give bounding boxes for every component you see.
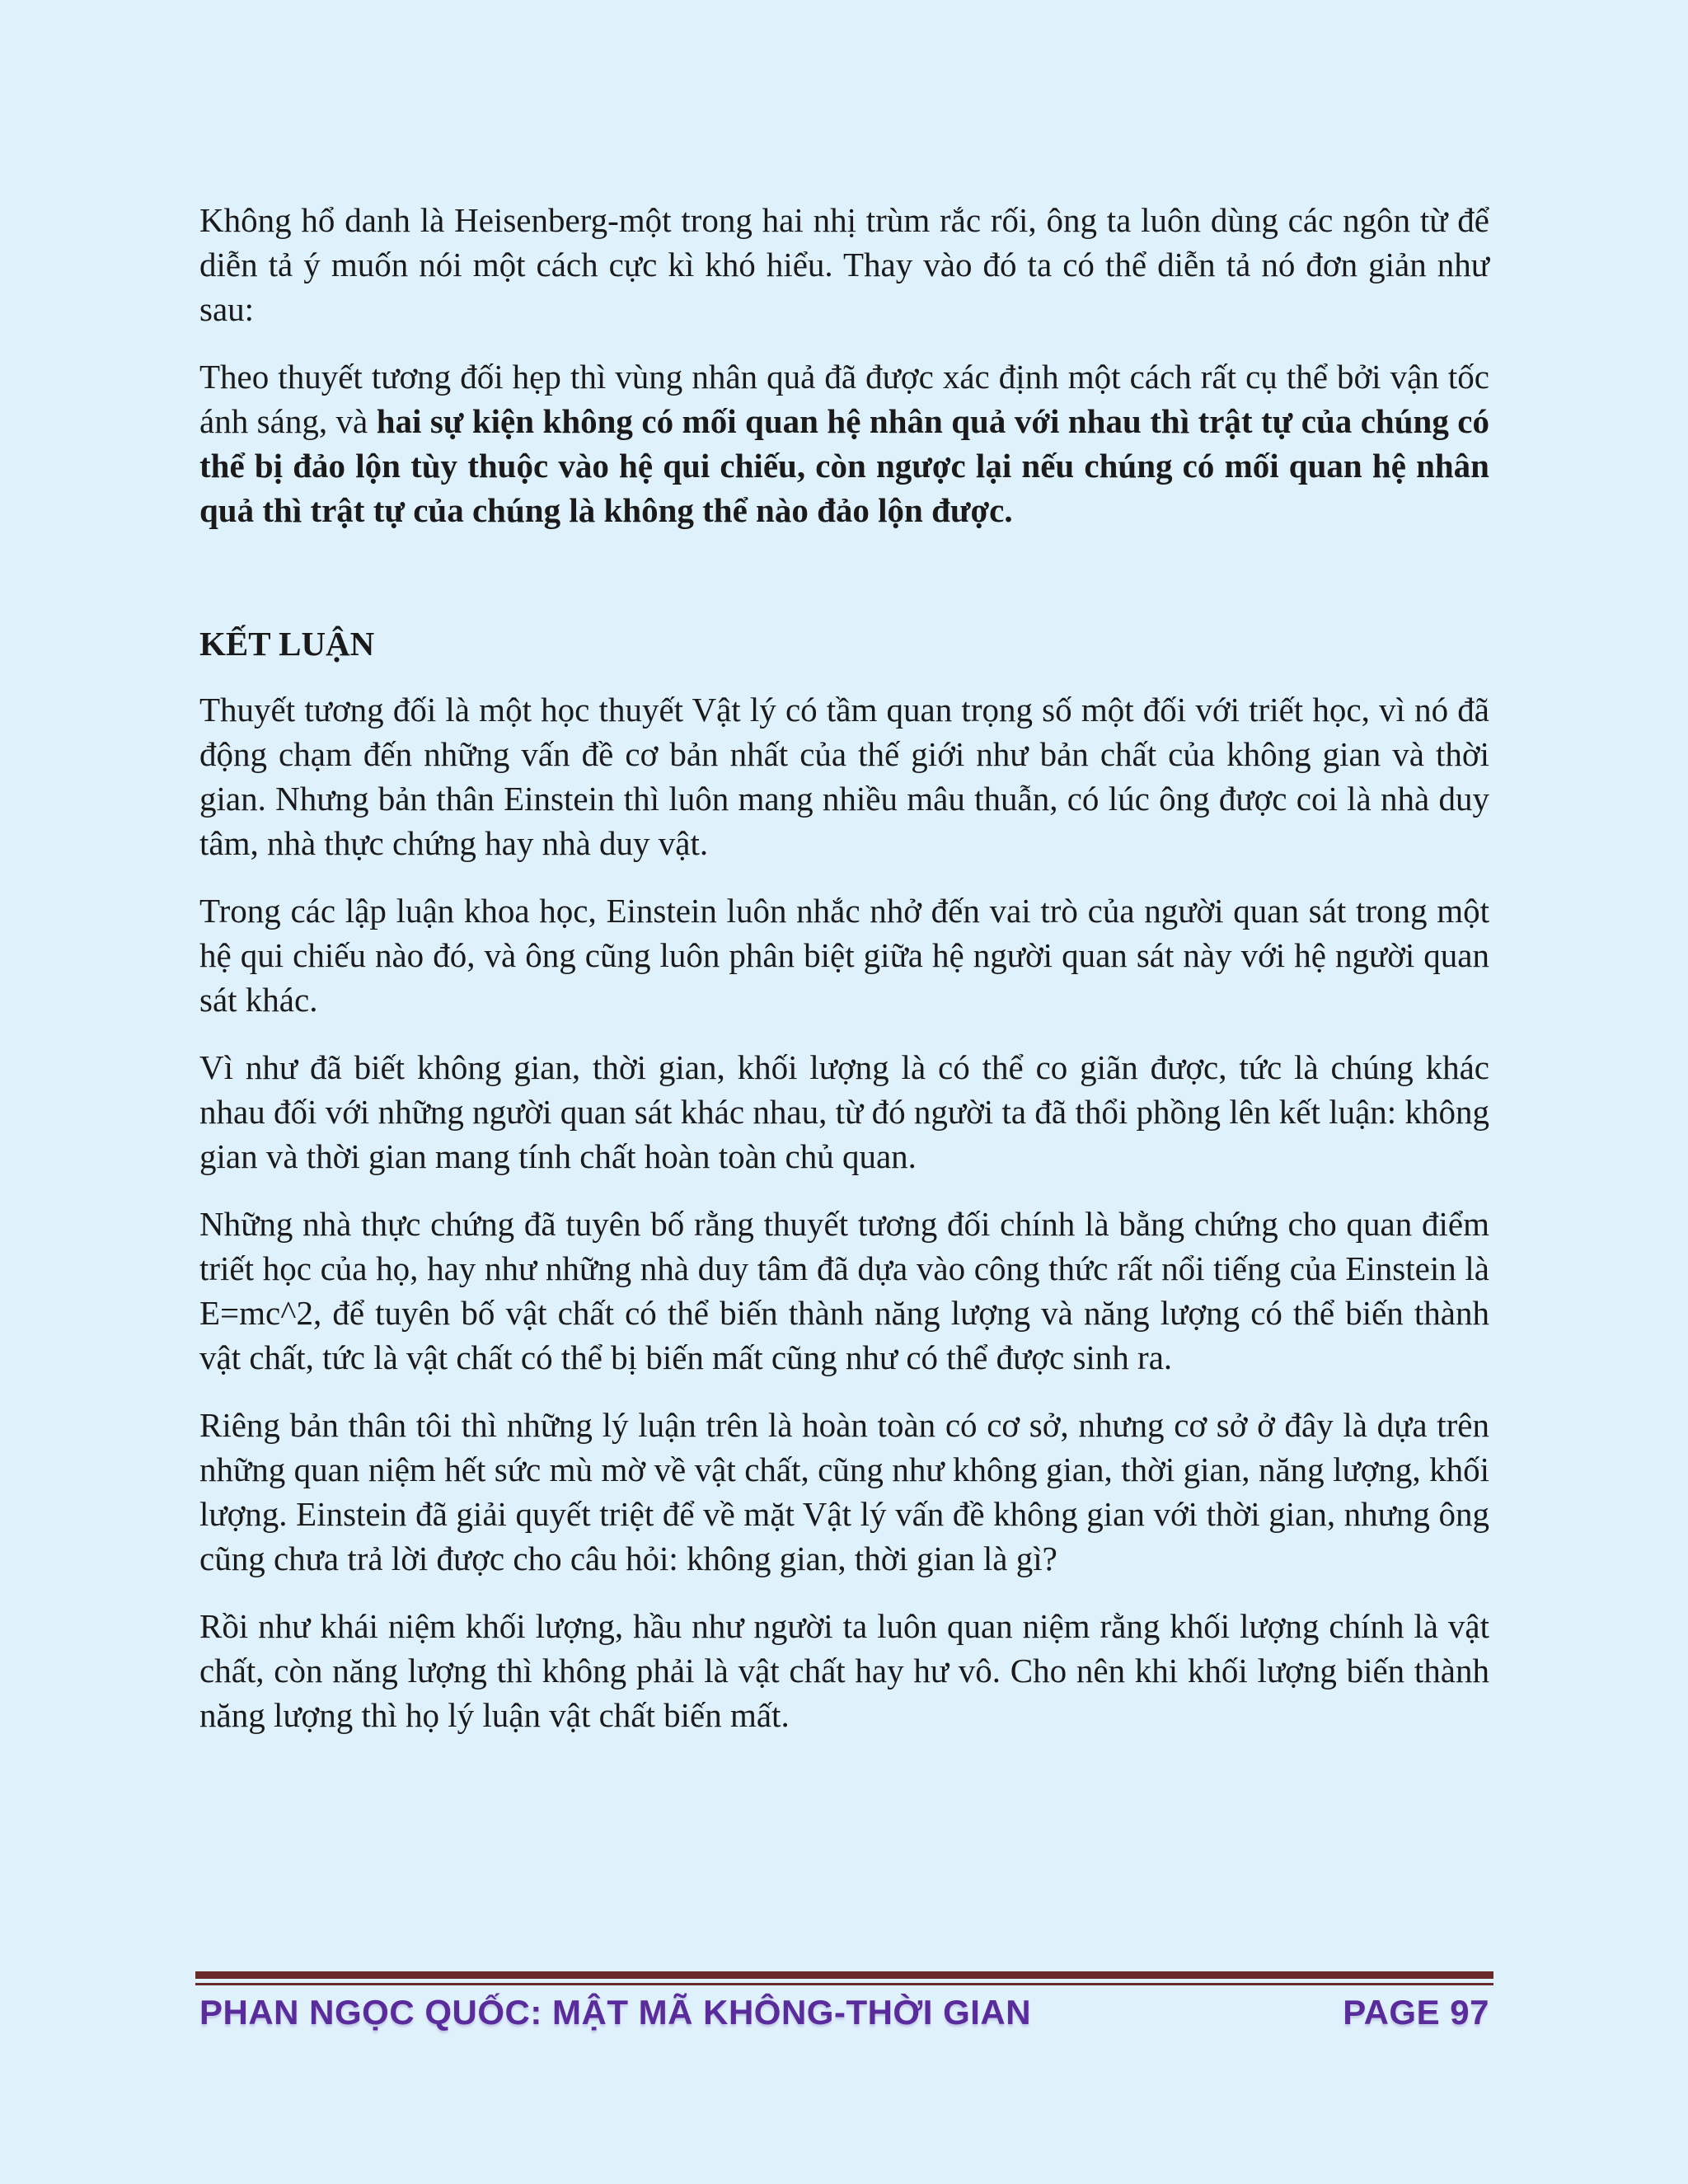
section-heading: KẾT LUẬN bbox=[199, 625, 375, 663]
paragraph-heisenberg: Không hổ danh là Heisenberg-một trong hai nhị trùm rắc rối, ông ta luôn dùng các ngôn từ để diễn tả ý muốn nói một cách cực kì khó hiểu. Thay vào đó ta có thể diễn tả nó đơn giản như sau: bbox=[199, 201, 1489, 328]
page-footer bbox=[199, 1988, 1489, 2037]
paragraph-causality bbox=[199, 354, 1489, 532]
paragraph-relativity-philosophy: Thuyết tương đối là một học thuyết Vật lý có tầm quan trọng số một đối với triết học, vì nó đã động chạm đến những vấn đề cơ bản nhất của thế giới như bản chất của không gian và thời gian. Nhưng bản thân Einstein thì luôn mang nhiều mâu thuẫn, có lúc ông được coi là nhà duy tâm, nhà thực chứng hay nhà duy vật. bbox=[199, 691, 1489, 862]
paragraph-positivists: Những nhà thực chứng đã tuyên bố rằng thuyết tương đối chính là bằng chứng cho quan điểm triết học của họ, hay như những nhà duy tâm đã dựa vào công thức rất nổi tiếng của Einstein là E=mc^2, để tuyên bố vật chất có thể biến thành năng lượng và năng lượng có thể biến thành vật chất, tức là vật chất có thể bị biến mất cũng như có thể được sinh ra. bbox=[199, 1205, 1489, 1376]
paragraph-subjective: Vì như đã biết không gian, thời gian, khối lượng là có thể co giãn được, tức là chúng khác nhau đối với những người quan sát khác nhau, từ đó người ta đã thổi phồng lên kết luận: không gian và thời gian mang tính chất hoàn toàn chủ quan. bbox=[199, 1048, 1489, 1175]
footer-page-number: PAGE 97 bbox=[1343, 1993, 1489, 2032]
paragraph-mass-energy: Rồi như khái niệm khối lượng, hầu như người ta luôn quan niệm rằng khối lượng chính là vật chất, còn năng lượng thì không phải là vật chất hay hư vô. Cho nên khi khối lượng biến thành năng lượng thì họ lý luận vật chất biến mất. bbox=[199, 1607, 1489, 1734]
footer-rule-thick bbox=[195, 1971, 1493, 1979]
footer-rule-thin bbox=[195, 1983, 1493, 1985]
footer-book-title: PHAN NGỌC QUỐC: MẬT MÃ KHÔNG-THỜI GIAN bbox=[199, 1993, 1032, 2032]
paragraph-observer: Trong các lập luận khoa học, Einstein luôn nhắc nhở đến vai trò của người quan sát trong một hệ qui chiếu nào đó, và ông cũng luôn phân biệt giữa hệ người quan sát này với hệ người quan sát khác. bbox=[199, 892, 1489, 1019]
paragraph-causality-bold: hai sự kiện không có mối quan hệ nhân quả với nhau thì trật tự của chúng có thể bị đảo lộn tùy thuộc vào hệ qui chiếu, còn ngược lại nếu chúng có mối quan hệ nhân quả thì trật tự của chúng là không thể nào đảo lộn được. bbox=[199, 402, 1489, 529]
paragraph-author-view: Riêng bản thân tôi thì những lý luận trên là hoàn toàn có cơ sở, nhưng cơ sở ở đây là dựa trên những quan niệm hết sức mù mờ về vật chất, cũng như không gian, thời gian, năng lượng, khối lượng. Einstein đã giải quyết triệt để về mặt Vật lý vấn đề không gian với thời gian, nhưng ông cũng chưa trả lời được cho câu hỏi: không gian, thời gian là gì? bbox=[199, 1406, 1489, 1577]
page-body bbox=[199, 198, 1489, 1760]
paragraph-causality-plain: Theo thuyết tương đối hẹp thì vùng nhân quả đã được xác định một cách rất cụ thể bởi vận tốc ánh sáng, và bbox=[199, 358, 1489, 440]
